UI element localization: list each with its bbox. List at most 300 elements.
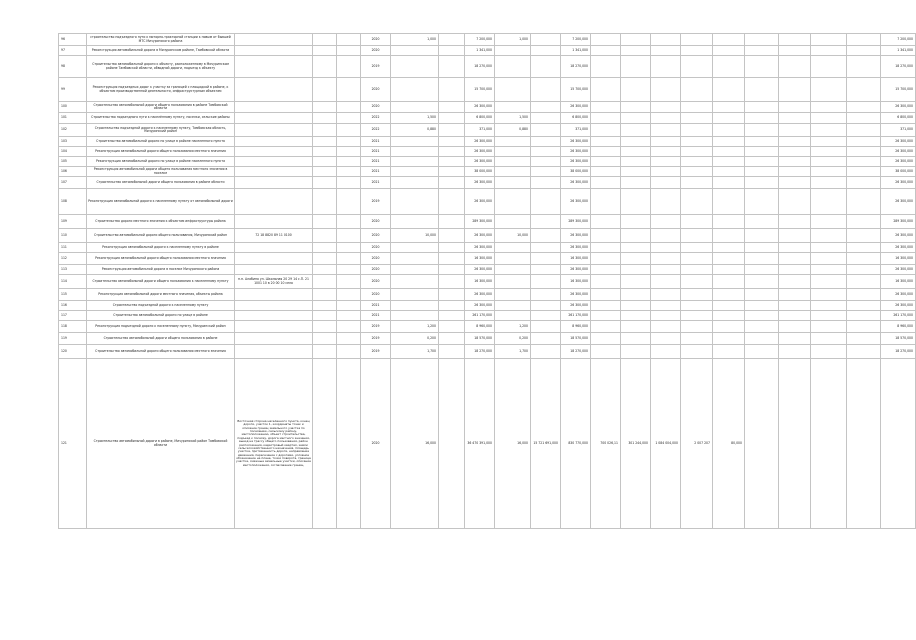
empty-cell [439,147,465,157]
row-length: 1,200 [495,321,531,333]
empty-cell [713,34,745,46]
row-quantity [391,215,439,229]
row-cost: 8 960,000 [465,321,495,333]
row-length [495,265,531,275]
empty-cell [847,301,881,311]
empty-cell [779,124,811,137]
empty-cell [531,215,561,229]
empty-cell [651,56,681,78]
empty-cell [651,345,681,359]
empty-cell [621,275,651,289]
row-length [495,215,531,229]
empty-cell [811,301,847,311]
empty-cell [779,359,811,529]
empty-cell [591,157,621,167]
row-quantity [391,56,439,78]
row-length [495,56,531,78]
empty-cell [811,56,847,78]
empty-cell [337,124,361,137]
row-total: 18 270,000 [561,345,591,359]
empty-cell [847,78,881,102]
row-number: 108 [59,189,87,215]
empty-cell [651,275,681,289]
empty-cell [681,167,713,177]
row-year: 2020 [361,215,391,229]
row-year: 2019 [361,321,391,333]
empty-cell [621,229,651,243]
row-year: 2021 [361,311,391,321]
empty-cell [779,137,811,147]
empty-cell [313,46,337,56]
table-row [59,137,916,147]
empty-cell [439,56,465,78]
row-year: 2019 [361,333,391,345]
empty-cell [313,215,337,229]
empty-cell [531,147,561,157]
empty-cell [337,177,361,189]
row-location [235,177,313,189]
empty-cell [651,167,681,177]
row-length: 0,200 [495,333,531,345]
row-total: 7 200,000 [561,34,591,46]
row-total: 18 570,000 [561,333,591,345]
empty-cell [439,289,465,301]
row-location: н.п. Алабино ул. Школьная 20 29 14 с.П. 21 1001 10 в 20 00 10 село [235,275,313,289]
empty-cell [591,189,621,215]
empty-cell [713,333,745,345]
row-description: Строительство автомобильной дороги общего пользования в районе Тамбовской области [87,102,235,113]
row-location [235,333,313,345]
empty-cell [591,275,621,289]
row-year: 2020 [361,289,391,301]
row-quantity [391,78,439,102]
row-quantity [391,157,439,167]
table-row [59,311,916,321]
table-row [59,102,916,113]
empty-cell [847,46,881,56]
row-number: 98 [59,56,87,78]
row-description: Строительство автомобильной дороги общего пользования в районе [87,333,235,345]
table-row [59,167,916,177]
row-length [495,189,531,215]
row-location [235,345,313,359]
empty-cell [847,147,881,157]
empty-cell [651,189,681,215]
row-quantity [391,253,439,265]
row-description: Строительство автомобильной дороги общего пользования, Мичуринский район [87,229,235,243]
empty-cell [681,177,713,189]
row-description: строительство подъездного пути к моторно-тракторной станции к новым от бывшей МТС Мичуринского района [87,34,235,46]
row-year: 2020 [361,229,391,243]
row-cost: 26 300,000 [465,189,495,215]
row-number: 119 [59,333,87,345]
row-location [235,113,313,124]
row-total: 8 960,000 [561,321,591,333]
empty-cell [745,345,779,359]
row-number: 102 [59,124,87,137]
empty-cell [811,113,847,124]
empty-cell [847,56,881,78]
empty-cell [681,56,713,78]
empty-cell [531,102,561,113]
row-length [495,253,531,265]
empty-cell [313,78,337,102]
row-year: 2020 [361,243,391,253]
empty-cell [621,102,651,113]
empty-cell [681,345,713,359]
row-number: 110 [59,229,87,243]
row-right-total: 16 300,000 [881,253,916,265]
empty-cell [847,253,881,265]
row-right-total: 26 300,000 [881,189,916,215]
empty-cell [439,321,465,333]
table-row [59,253,916,265]
empty-cell [337,102,361,113]
empty-cell [337,333,361,345]
empty-cell [651,253,681,265]
row-total: 15 700,000 [561,78,591,102]
row-location [235,167,313,177]
row-cost: 26 300,000 [465,265,495,275]
row-number: 104 [59,147,87,157]
empty-cell [621,289,651,301]
empty-cell [591,301,621,311]
table-row [59,177,916,189]
empty-cell [713,345,745,359]
row-total: 26 300,000 [561,177,591,189]
row-cost: 26 300,000 [465,289,495,301]
empty-cell [811,167,847,177]
empty-cell [337,78,361,102]
row-total: 15 721 691,000 [531,359,561,529]
table-row [59,275,916,289]
empty-cell [337,289,361,301]
empty-cell [621,177,651,189]
empty-cell [313,113,337,124]
empty-cell [745,167,779,177]
row-number: 118 [59,321,87,333]
empty-cell [621,157,651,167]
row-location [235,311,313,321]
empty-cell [313,124,337,137]
row-total: 261 170,000 [561,311,591,321]
row-col-4: 1 084 004,000 [651,359,681,529]
empty-cell [745,289,779,301]
row-location [235,265,313,275]
row-description: Строительство автомобильной дороги по улице в районе [87,311,235,321]
row-quantity: 0,200 [391,333,439,345]
empty-cell [681,253,713,265]
empty-cell [847,215,881,229]
empty-cell [779,275,811,289]
row-length: 1,500 [495,113,531,124]
empty-cell [621,147,651,157]
empty-cell [651,289,681,301]
empty-cell [621,113,651,124]
empty-cell [313,137,337,147]
empty-cell [881,359,916,529]
empty-cell [651,177,681,189]
empty-cell [811,229,847,243]
row-total: 18 270,000 [561,56,591,78]
row-quantity [391,265,439,275]
row-description: Строительство автомобильной дороги к объекту, расположенному в Мичуринском районе Тамбовской области, обводной дороги, подъезд к объекту [87,56,235,78]
empty-cell [847,167,881,177]
empty-cell [713,147,745,157]
empty-cell [651,301,681,311]
empty-cell [337,157,361,167]
empty-cell [681,189,713,215]
empty-cell [591,102,621,113]
table-row [59,229,916,243]
row-year: 2020 [361,265,391,275]
row-cost: 26 300,000 [465,229,495,243]
empty-cell [681,265,713,275]
row-total: 289 300,000 [561,215,591,229]
empty-cell [591,113,621,124]
empty-cell [651,333,681,345]
empty-cell [591,167,621,177]
empty-cell [531,46,561,56]
row-description: Строительство автомобильной дороги в районе, Мичуринский район Тамбовской области [87,359,235,529]
row-quantity [391,243,439,253]
row-location: 72 18 8820 89 11 0100 [235,229,313,243]
empty-cell [779,113,811,124]
row-year: 2021 [361,147,391,157]
empty-cell [745,311,779,321]
row-cost: 26 300,000 [465,177,495,189]
empty-cell [811,265,847,275]
empty-cell [847,265,881,275]
row-length: 10,000 [495,229,531,243]
empty-cell [651,137,681,147]
row-description: Строительство автомобильной дороги по улице в районе населенного пункта [87,137,235,147]
empty-cell [745,56,779,78]
table-row [59,345,916,359]
row-col-5: 2 007 207 [681,359,713,529]
row-number: 109 [59,215,87,229]
empty-cell [439,275,465,289]
row-right-total: 26 300,000 [881,289,916,301]
empty-cell [439,177,465,189]
empty-cell [779,311,811,321]
row-length [495,102,531,113]
empty-cell [811,46,847,56]
row-year: 2020 [361,253,391,265]
empty-cell [847,102,881,113]
empty-cell [847,177,881,189]
table-row [59,333,916,345]
row-year: 2020 [361,102,391,113]
empty-cell [745,229,779,243]
empty-cell [779,243,811,253]
row-location [235,34,313,46]
empty-cell [745,265,779,275]
empty-cell [313,177,337,189]
row-number: 114 [59,275,87,289]
row-year: 2021 [361,157,391,167]
row-description: Строительство подъездной дороги к населенному пункту [87,301,235,311]
empty-cell [745,113,779,124]
empty-cell [681,333,713,345]
empty-cell [811,34,847,46]
empty-cell [621,321,651,333]
empty-cell [811,147,847,157]
empty-cell [531,321,561,333]
row-description: Реконструкция автомобильной дороги общего пользования местного значения в поселке [87,167,235,177]
empty-cell [337,215,361,229]
empty-cell [439,137,465,147]
empty-cell [621,265,651,275]
row-location [235,46,313,56]
row-total: 26 300,000 [561,157,591,167]
row-right-total: 8 960,000 [881,321,916,333]
empty-cell [713,229,745,243]
empty-cell [621,243,651,253]
table-row [59,34,916,46]
empty-cell [337,265,361,275]
row-col-1: 830 770,000 [561,359,591,529]
empty-cell [531,301,561,311]
row-number: 117 [59,311,87,321]
row-number: 96 [59,34,87,46]
table-row [59,189,916,215]
row-year: 2021 [361,177,391,189]
empty-cell [531,34,561,46]
empty-cell [313,301,337,311]
empty-cell [531,229,561,243]
empty-cell [779,289,811,301]
row-description: Реконструкция автомобильной дороги к населенному пункту от автомобильной дороги [87,189,235,215]
row-location [235,124,313,137]
empty-cell [681,102,713,113]
row-cost: 26 300,000 [465,137,495,147]
empty-cell [337,167,361,177]
empty-cell [847,321,881,333]
empty-cell [847,333,881,345]
row-length [495,167,531,177]
empty-cell [313,265,337,275]
row-quantity: 1,500 [391,113,439,124]
empty-cell [779,177,811,189]
empty-cell [811,345,847,359]
empty-cell [531,189,561,215]
empty-cell [713,157,745,167]
empty-cell [713,215,745,229]
empty-cell [337,56,361,78]
empty-cell [439,34,465,46]
table-row [59,78,916,102]
row-number: 101 [59,113,87,124]
empty-cell [713,56,745,78]
empty-cell [745,253,779,265]
empty-cell [439,311,465,321]
row-location [235,289,313,301]
row-quantity: 1,000 [391,34,439,46]
row-cost: 26 300,000 [465,301,495,311]
row-length [495,311,531,321]
empty-cell [713,321,745,333]
row-total: 26 300,000 [561,102,591,113]
row-year: 2019 [361,345,391,359]
row-right-total: 26 300,000 [881,229,916,243]
empty-cell [847,189,881,215]
empty-cell [591,215,621,229]
empty-cell [681,243,713,253]
empty-cell [439,167,465,177]
empty-cell [591,46,621,56]
empty-cell [439,253,465,265]
empty-cell [681,275,713,289]
row-total: 1 341,000 [561,46,591,56]
row-location [235,78,313,102]
empty-cell [439,333,465,345]
empty-cell [591,147,621,157]
empty-cell [439,189,465,215]
empty-cell [713,124,745,137]
row-location [235,56,313,78]
empty-cell [621,56,651,78]
empty-cell [713,289,745,301]
empty-cell [681,289,713,301]
empty-cell [713,243,745,253]
empty-cell [713,167,745,177]
empty-cell [337,253,361,265]
empty-cell [681,229,713,243]
empty-cell [713,113,745,124]
empty-cell [439,157,465,167]
empty-cell [531,78,561,102]
empty-cell [313,345,337,359]
row-quantity [391,301,439,311]
empty-cell [847,289,881,301]
row-right-total: 15 700,000 [881,78,916,102]
empty-cell [313,102,337,113]
empty-cell [811,243,847,253]
empty-cell [651,157,681,167]
empty-cell [591,34,621,46]
row-description: Реконструкция автомобильной дороги общего пользования местного значения [87,147,235,157]
row-location [235,147,313,157]
empty-cell [745,243,779,253]
empty-cell [745,102,779,113]
empty-cell [779,102,811,113]
empty-cell [313,359,337,529]
empty-cell [591,124,621,137]
empty-cell [713,311,745,321]
row-location [235,243,313,253]
empty-cell [779,321,811,333]
empty-cell [531,275,561,289]
empty-cell [745,189,779,215]
table-row [59,265,916,275]
empty-cell [621,167,651,177]
row-number: 121 [59,359,87,529]
empty-cell [779,333,811,345]
empty-cell [779,215,811,229]
row-year: 2022 [361,113,391,124]
row-quantity: 10,000 [391,229,439,243]
row-total: 371,000 [561,124,591,137]
table-row [59,124,916,137]
empty-cell [651,243,681,253]
row-description: Строительство автомобильной дороги общего пользования к населенному пункту [87,275,235,289]
empty-cell [439,359,465,529]
row-number: 103 [59,137,87,147]
empty-cell [681,124,713,137]
row-right-total: 26 300,000 [881,243,916,253]
row-year: 2022 [361,124,391,137]
